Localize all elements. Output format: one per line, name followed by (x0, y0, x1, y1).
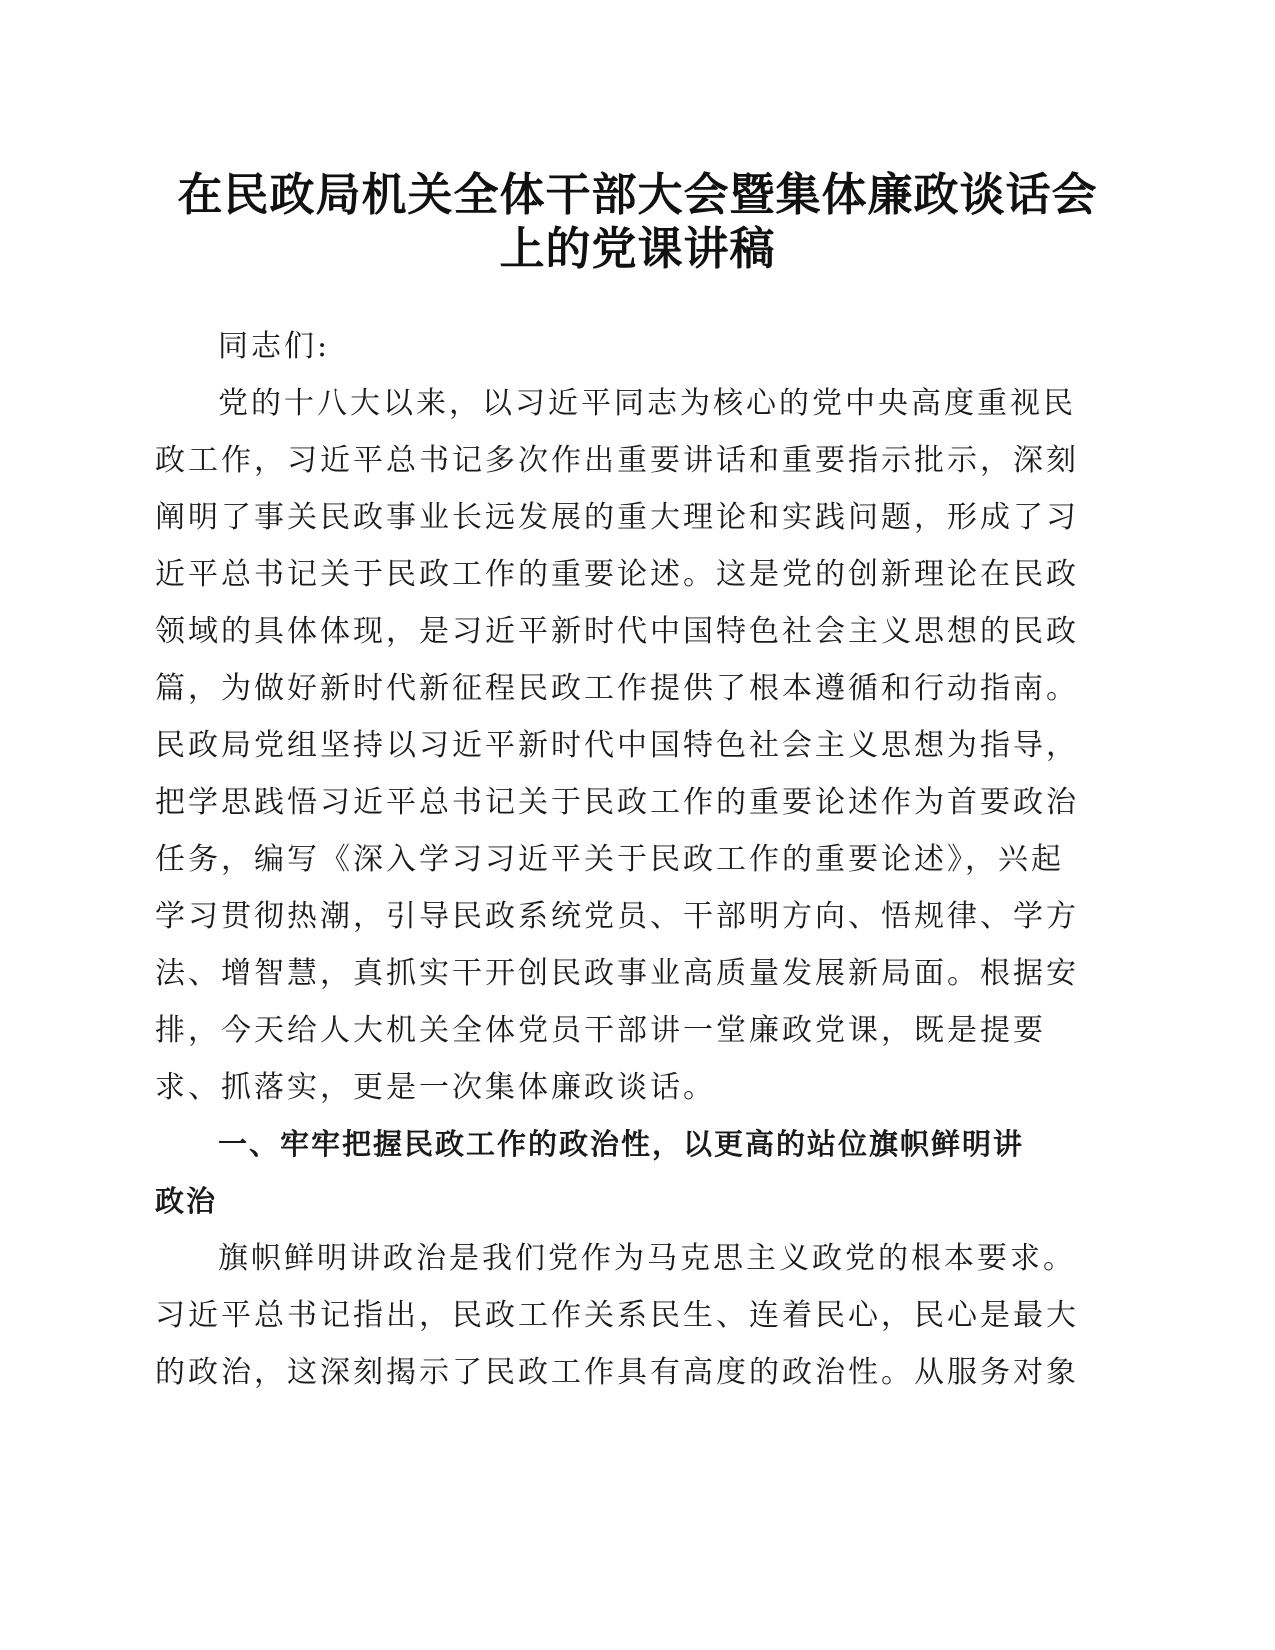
salutation: 同志们: (218, 329, 331, 364)
section-heading-1 (155, 1116, 1085, 1230)
paragraph-line: 把学思践悟习近平总书记关于民政工作的重要论述作为首要政治 (155, 785, 1079, 820)
paragraph-line: 阐明了事关民政事业长远发展的重大理论和实践问题，形成了习 (155, 500, 1079, 535)
title-line: 在民政局机关全体干部大会暨集体廉政谈话会 (177, 168, 1098, 221)
document-body (155, 318, 1085, 1401)
paragraph-line: 排，今天给人大机关全体党员干部讲一堂廉政党课，既是提要 (155, 1013, 1046, 1048)
paragraph-line: 法、增智慧，真抓实干开创民政事业高质量发展新局面。根据安 (155, 956, 1079, 991)
document-title (150, 168, 1125, 276)
heading-line: 一、牢牢把握民政工作的政治性，以更高的站位旗帜鲜明讲 (218, 1127, 1025, 1161)
paragraph-line: 学习贯彻热潮，引导民政系统党员、干部明方向、悟规律、学方 (155, 899, 1079, 934)
paragraph-line: 求、抓落实，更是一次集体廉政谈话。 (155, 1070, 716, 1105)
paragraph-line: 旗帜鲜明讲政治是我们党作为马克思主义政党的根本要求。 (218, 1241, 1076, 1276)
heading-line: 政治 (155, 1184, 218, 1218)
paragraph-intro (155, 375, 1085, 1116)
paragraph-line: 民政局党组坚持以习近平新时代中国特色社会主义思想为指导， (155, 728, 1079, 763)
paragraph-line: 习近平总书记指出，民政工作关系民生、连着民心，民心是最大 (155, 1298, 1079, 1333)
paragraph-section-1 (155, 1230, 1085, 1401)
paragraph-line: 政工作，习近平总书记多次作出重要讲话和重要指示批示，深刻 (155, 443, 1079, 478)
paragraph-line: 篇，为做好新时代新征程民政工作提供了根本遵循和行动指南。 (155, 671, 1079, 706)
title-line: 上的党课讲稿 (499, 222, 776, 275)
paragraph-line: 党的十八大以来，以习近平同志为核心的党中央高度重视民 (218, 386, 1076, 421)
paragraph-line: 的政治，这深刻揭示了民政工作具有高度的政治性。从服务对象 (155, 1355, 1079, 1390)
paragraph-line: 任务，编写《深入学习习近平关于民政工作的重要论述》，兴起 (155, 842, 1064, 877)
paragraph-line: 领域的具体体现，是习近平新时代中国特色社会主义思想的民政 (155, 614, 1079, 649)
paragraph-line: 近平总书记关于民政工作的重要论述。这是党的创新理论在民政 (155, 557, 1079, 592)
